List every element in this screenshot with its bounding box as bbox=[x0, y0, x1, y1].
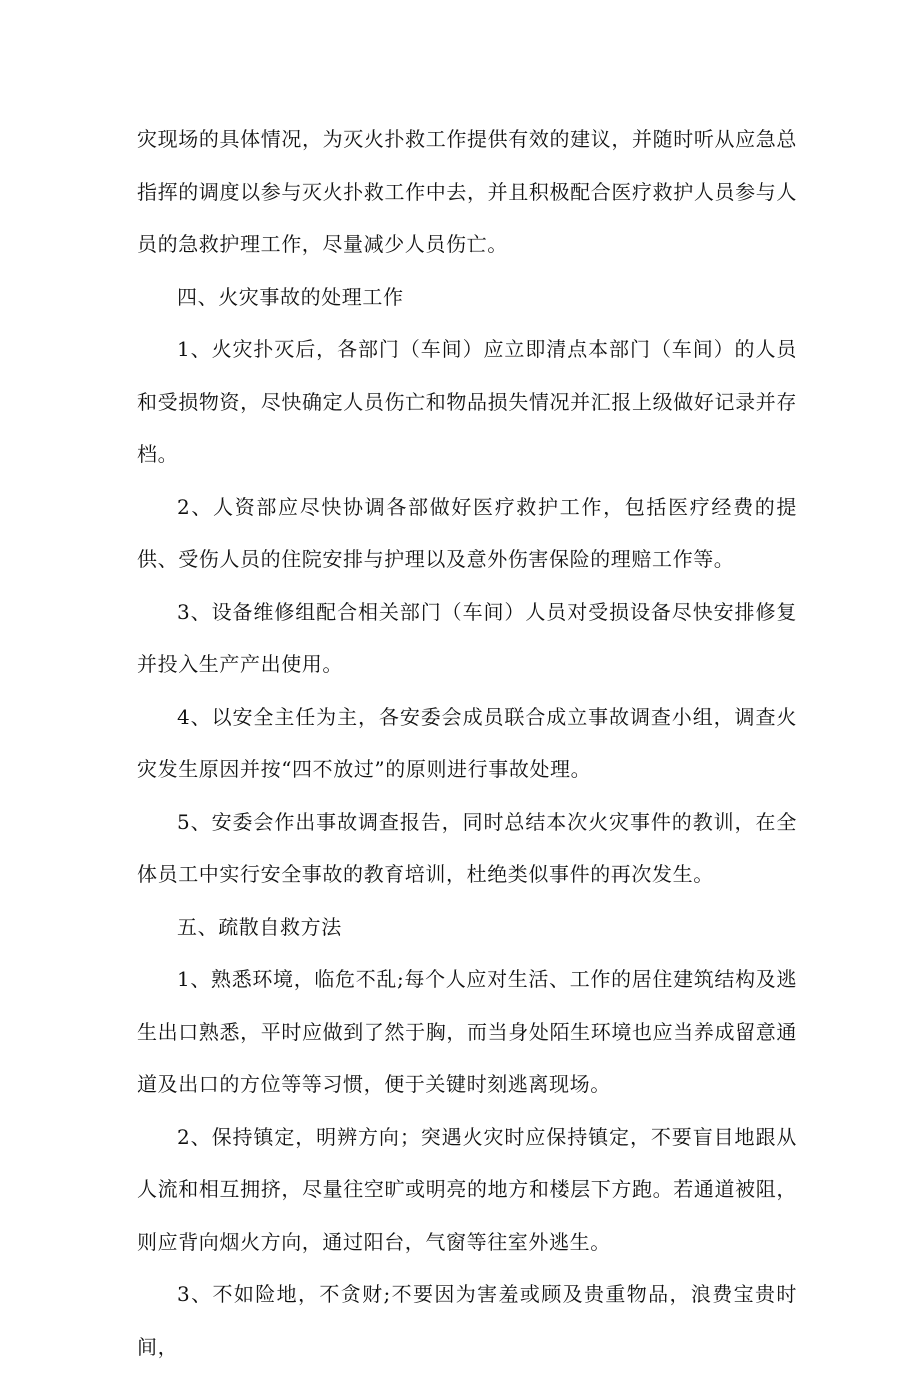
section-heading-fire-accident-handling: 四、火灾事故的处理工作 bbox=[177, 284, 404, 309]
paragraph-continuation: 灾现场的具体情况，为灭火扑救工作提供有效的建议，并随时听从应急总指挥的调度以参与灭火扑救工作中去，并且积极配合医疗救护人员参与人员的急救护理工作，尽量减少人员伤亡。 bbox=[137, 127, 797, 256]
paragraph-item-5: 5、安委会作出事故调查报告，同时总结本次火灾事件的教训，在全体员工中实行安全事故的教育培训，杜绝类似事件的再次发生。 bbox=[137, 809, 797, 886]
section-heading-evacuation-self-rescue: 五、疏散自救方法 bbox=[177, 914, 342, 939]
paragraph-evac-item-1: 1、熟悉环境，临危不乱;每个人应对生活、工作的居住建筑结构及逃生出口熟悉，平时应做到了然于胸，而当身处陌生环境也应当养成留意通道及出口的方位等等习惯，便于关键时刻逃离现场。 bbox=[137, 967, 797, 1096]
paragraph-item-2: 2、人资部应尽快协调各部做好医疗救护工作，包括医疗经费的提供、受伤人员的住院安排与护理以及意外伤害保险的理赔工作等。 bbox=[137, 494, 797, 571]
paragraph-evac-item-2: 2、保持镇定，明辨方向；突遇火灾时应保持镇定，不要盲目地跟从人流和相互拥挤，尽量往空旷或明亮的地方和楼层下方跑。若通道被阻，则应背向烟火方向，通过阳台，气窗等往室外逃生。 bbox=[137, 1124, 797, 1254]
paragraph-item-3: 3、设备维修组配合相关部门（车间）人员对受损设备尽快安排修复并投入生产产出使用。 bbox=[137, 599, 797, 676]
paragraph-item-1: 1、火灾扑灭后，各部门（车间）应立即清点本部门（车间）的人员和受损物资，尽快确定人员伤亡和物品损失情况并汇报上级做好记录并存档。 bbox=[137, 337, 797, 466]
paragraph-evac-item-3: 3、不如险地，不贪财;不要因为害羞或顾及贵重物品，浪费宝贵时间， bbox=[137, 1282, 797, 1359]
paragraph-item-4: 4、以安全主任为主，各安委会成员联合成立事故调查小组，调查火灾发生原因并按“四不放过”的原则进行事故处理。 bbox=[137, 704, 797, 781]
document-body bbox=[137, 113, 797, 1373]
